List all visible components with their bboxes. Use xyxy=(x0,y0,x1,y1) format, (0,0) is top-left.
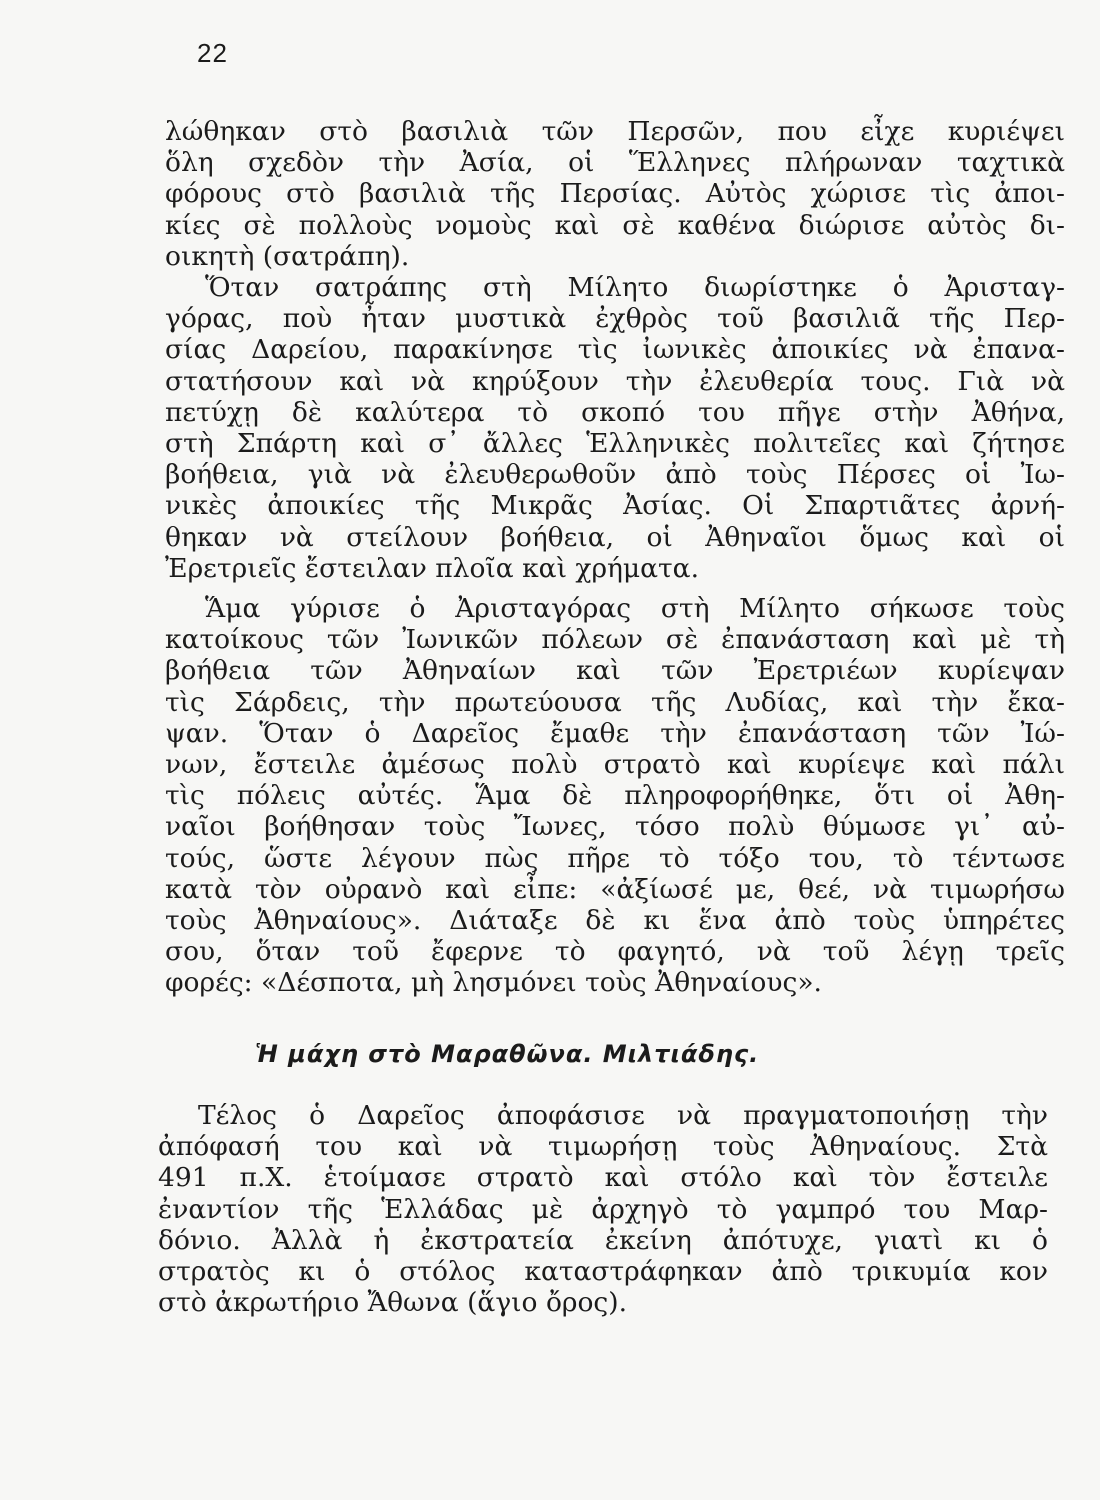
text-line: οικητὴ (σατράπη). xyxy=(165,240,410,272)
text-line: ὅλη σχεδὸν τὴν Ἀσία, οἱ Ἕλληνες πλήρωναν ταχτικὰ xyxy=(165,147,1065,179)
text-line: ἐναντίον τῆς Ἑλλάδας μὲ ἀρχηγὸ τὸ γαμπρό του Μαρ- xyxy=(158,1193,1048,1225)
text-line: Ἐρετριεῖς ἔστειλαν πλοῖα καὶ χρήματα. xyxy=(165,552,699,584)
text-line: κατοίκους τῶν Ἰωνικῶν πόλεων σὲ ἐπανάσταση καὶ μὲ τὴ xyxy=(165,624,1065,656)
paragraph-4 xyxy=(158,1100,1048,1318)
text-line: σίας Δαρείου, παρακίνησε τὶς ἰωνικὲς ἀποικίες νὰ ἐπανα- xyxy=(165,334,1065,366)
text-line: τούς, ὥστε λέγουν πὼς πῆρε τὸ τόξο του, τὸ τέντωσε xyxy=(165,842,1065,874)
text-line: λώθηκαν στὸ βασιλιὰ τῶν Περσῶν, που εἶχε κυριέψει xyxy=(165,116,1065,147)
page-number: 22 xyxy=(197,38,228,68)
text-line: στατήσουν καὶ νὰ κηρύξουν τὴν ἐλευθερία τους. Γιὰ νὰ xyxy=(165,365,1065,397)
text-line: δόνιο. Ἀλλὰ ἡ ἐκστρατεία ἐκείνη ἀπότυχε, γιατὶ κι ὁ xyxy=(158,1224,1048,1256)
text-line: νων, ἔστειλε ἀμέσως πολὺ στρατὸ καὶ κυρίεψε καὶ πάλι xyxy=(165,749,1065,781)
text-line: πετύχῃ δὲ καλύτερα τὸ σκοπό του πῆγε στὴν Ἀθήνα, xyxy=(165,396,1065,428)
text-line: θηκαν νὰ στείλουν βοήθεια, οἱ Ἀθηναῖοι ὅμως καὶ οἱ xyxy=(165,521,1065,553)
text-line: Τέλος ὁ Δαρεῖος ἀποφάσισε νὰ πραγματοποιήσῃ τὴν xyxy=(198,1100,1048,1131)
text-line: φόρους στὸ βασιλιὰ τῆς Περσίας. Αὐτὸς χώρισε τὶς ἀποι- xyxy=(165,178,1065,210)
text-line: Ὅταν σατράπης στὴ Μίλητο διωρίστηκε ὁ Ἀρισταγ- xyxy=(205,272,1065,303)
text-line: στρατὸς κι ὁ στόλος καταστράφηκαν ἀπὸ τρικυμία κον xyxy=(158,1256,1048,1288)
text-line: νικὲς ἀποικίες τῆς Μικρᾶς Ἀσίας. Οἱ Σπαρτιᾶτες ἀρνή- xyxy=(165,490,1065,522)
text-line: τοὺς Ἀθηναίους». Διάταξε δὲ κι ἕνα ἀπὸ τοὺς ὑπηρέτες xyxy=(165,905,1065,937)
text-line: γόρας, ποὺ ἦταν μυστικὰ ἐχθρὸς τοῦ βασιλιᾶ τῆς Περ- xyxy=(165,303,1065,335)
text-line: τὶς πόλεις αὐτές. Ἅμα δὲ πληροφορήθηκε, ὅτι οἱ Ἀθη- xyxy=(165,780,1065,812)
text-line: ἀπόφασή του καὶ νὰ τιμωρήσῃ τοὺς Ἀθηναίους. Στὰ xyxy=(158,1131,1048,1163)
text-line: στὸ ἀκρωτήριο Ἄθωνα (ἅγιο ὄρος). xyxy=(158,1287,628,1319)
text-line: βοήθεια τῶν Ἀθηναίων καὶ τῶν Ἐρετριέων κυρίεψαν xyxy=(165,655,1065,687)
text-line: φορές: «Δέσποτα, μὴ λησμόνει τοὺς Ἀθηναίους». xyxy=(165,967,822,999)
paragraph-1 xyxy=(165,116,1065,272)
text-line: βοήθεια, γιὰ νὰ ἐλευθερωθοῦν ἀπὸ τοὺς Πέρσες οἱ Ἰω- xyxy=(165,459,1065,491)
text-line: στὴ Σπάρτη καὶ σ᾽ ἄλλες Ἑλληνικὲς πολιτεῖες καὶ ζήτησε xyxy=(165,428,1065,460)
text-line: κίες σὲ πολλοὺς νομοὺς καὶ σὲ καθένα διώρισε αὐτὸς δι- xyxy=(165,209,1065,241)
text-line: Ἅμα γύρισε ὁ Ἀρισταγόρας στὴ Μίλητο σήκωσε τοὺς xyxy=(205,593,1065,624)
text-line: σου, ὅταν τοῦ ἔφερνε τὸ φαγητό, νὰ τοῦ λέγῃ τρεῖς xyxy=(165,936,1065,968)
section-heading: Ἡ μάχη στὸ Μαραθῶνα. Μιλτιάδης. xyxy=(255,1040,760,1068)
text-line: κατὰ τὸν οὐρανὸ καὶ εἶπε: «ἀξίωσέ με, θεέ, νὰ τιμωρήσω xyxy=(165,873,1065,905)
paragraph-2 xyxy=(165,272,1065,584)
paragraph-3 xyxy=(165,593,1065,999)
text-line: ναῖοι βοήθησαν τοὺς Ἴωνες, τόσο πολὺ θύμωσε γι᾽ αὐ- xyxy=(165,811,1065,843)
text-line: 491 π.Χ. ἑτοίμασε στρατὸ καὶ στόλο καὶ τὸν ἔστειλε xyxy=(158,1162,1048,1194)
text-line: ψαν. Ὅταν ὁ Δαρεῖος ἔμαθε τὴν ἐπανάσταση τῶν Ἰώ- xyxy=(165,717,1065,749)
text-line: τὶς Σάρδεις, τὴν πρωτεύουσα τῆς Λυδίας, καὶ τὴν ἔκα- xyxy=(165,686,1065,718)
